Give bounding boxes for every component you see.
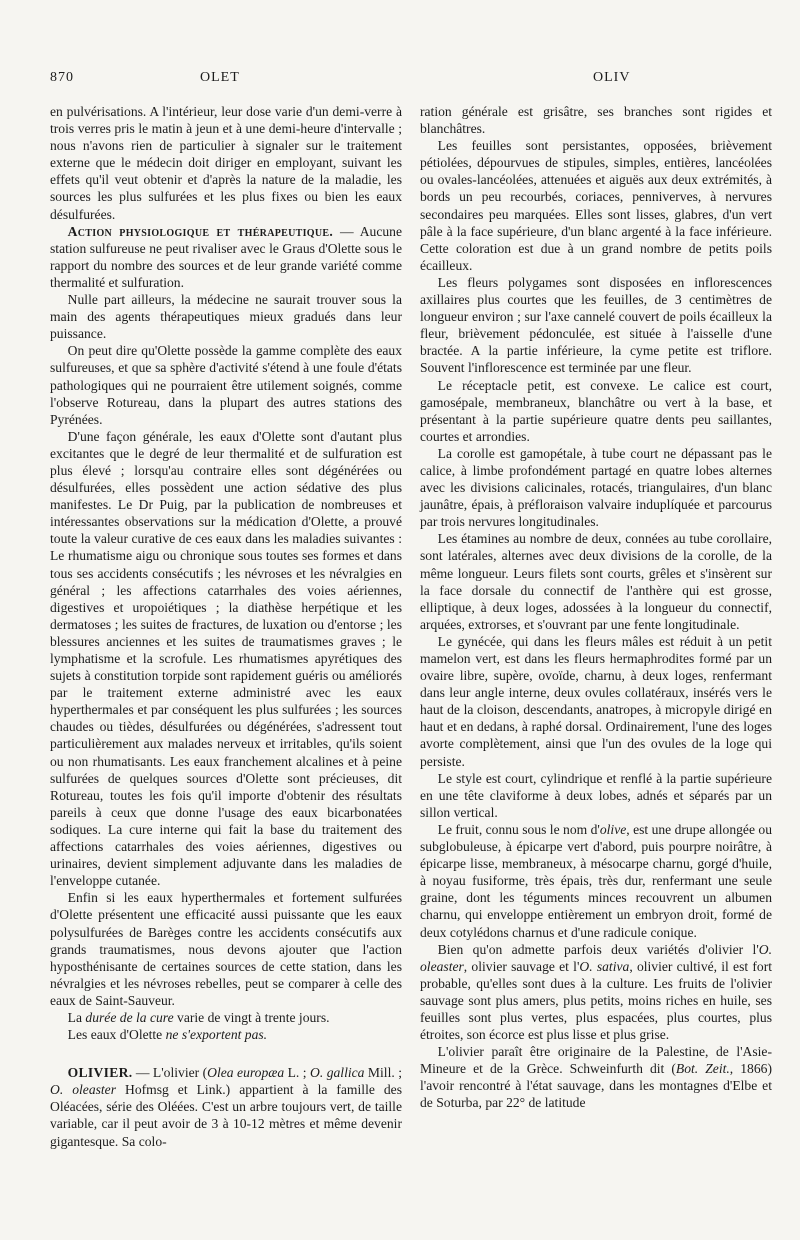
- paragraph: [420, 770, 772, 821]
- text-run: La: [67, 1009, 86, 1025]
- running-head: [0, 70, 800, 90]
- text-run: Les fleurs polygames sont disposées en inflorescences axillaires plus courtes que les feuilles, de 3 centimètres de longueur environ ; sur l'axe cannelé couvert de poils écailleux la fleur, brièvement pédonculée, est située à l'aisselle d'une bractée. A la partie inférieure, la cyme petite est triflore. Souvent l'inflorescence est terminée par une fleur.: [420, 274, 772, 376]
- page-number: 870: [50, 70, 74, 85]
- text-run: ration générale est grisâtre, ses branches sont rigides et blanchâtres.: [420, 104, 772, 137]
- running-head-right: OLIV: [593, 70, 631, 85]
- text-run: Les étamines au nombre de deux, connées au tube corollaire, sont latérales, alternes avec deux divisions de la corolle, de la même longueur. Leurs filets sont courts, grêles et s'insèrent sur la face dorsale du connectif de l'anthère qui est grosse, elliptique, à deux loges, adossées à la longueur du connectif, arquées, extrorses, et s'ouvrant par une fente longitudinale.: [420, 531, 772, 632]
- paragraph: [420, 274, 772, 377]
- paragraph: [50, 1009, 402, 1026]
- text-run: — Aucune station sulfureuse ne peut rivaliser avec le Graus d'Olette sous le rapport du nombre des sources et de leur grande variété comme thermalité et sulfuration.: [50, 223, 402, 290]
- text-run: Le style est court, cylindrique et renflé à la partie supérieure en une tête claviforme à deux lobes, adnés et séparés par un sillon vertical.: [420, 770, 772, 820]
- text-run: Bien qu'on admette parfois deux variétés d'olivier l': [437, 941, 759, 957]
- text-run: L'olivier paraît être originaire de la Palestine, de l'Asie-Mineure et de la Grèce. Schweinfurth dit (: [420, 1044, 772, 1077]
- paragraph: [420, 137, 772, 274]
- text-run: Mill. ;: [364, 1065, 402, 1081]
- text-run: L. ;: [284, 1065, 311, 1081]
- italic-text: Olea europæa: [207, 1065, 285, 1081]
- text-run: , olivier sauvage et l': [463, 958, 580, 974]
- text-run: , est une drupe allongée ou subglobuleuse, à épicarpe vert d'abord, puis pourpre noirâtre, à épicarpe lisse, membraneux, à mésocarpe charnu, gorgé d'huile, à noyau fusiforme, très épais, très dur, renfermant une seule graine, dont les téguments minces recouvrent un albumen charnu, qui enveloppe entièrement un embryon droit, formé de deux cotylédons charnus et d'une radicule conique.: [420, 821, 772, 940]
- section-heading: Action physiologique et thérapeutique.: [67, 223, 334, 239]
- paragraph: [50, 1026, 402, 1043]
- italic-text: olive: [599, 821, 627, 837]
- text-run: Hofmsg et Link.) appartient à la famille des Oléacées, série des Oléées. C'est un arbre toujours vert, de taille variable, car il peut avoir de 3 à 10-12 mètres et même devenir gigantesque. Sa colo-: [50, 1082, 402, 1149]
- left-column: [50, 103, 402, 1150]
- text-run: en pulvérisations. A l'intérieur, leur dose varie d'un demi-verre à trois verres pris le matin à jeun et à une demi-heure d'intervalle ; nous n'avons rien de particulier à signaler sur le traitement externe que le médecin doit diriger en employant, suivant les effets qu'il veut obtenir et d'après la nature de la maladie, les sources les plus sulfurées et les plus fixes ou bien les eaux désulfurées.: [50, 104, 402, 222]
- paragraph: [420, 1043, 772, 1111]
- paragraph: [50, 1064, 402, 1149]
- text-run: — L'olivier (: [132, 1065, 208, 1081]
- text-run: Les feuilles sont persistantes, opposées, brièvement pétiolées, dépourvues de stipules, simples, entières, lancéolées ou ovales-lancéolées, attenuées et aiguës aux deux extrémités, à bords un peu recourbés, coriaces, penniverves, à nervures secondaires peu marquées. Elles sont lisses, glabres, d'un vert pâle à la face supérieure, d'un blanc argenté à la face inférieure. Cette coloration est due à un grand nombre de petits poils écailleux.: [420, 138, 772, 273]
- paragraph: [50, 223, 402, 291]
- text-run: Le réceptacle petit, est convexe. Le calice est court, gamosépale, membraneux, blanchâtre ou vert à la base, et présentant à la partie supérieure quatre dents peu saillantes, courtes et arrondies.: [420, 377, 772, 444]
- italic-text: Bot. Zeit.: [675, 1061, 730, 1077]
- italic-text: O. gallica: [310, 1065, 365, 1081]
- text-run: D'une façon générale, les eaux d'Olette sont d'autant plus excitantes que le degré de leur thermalité et de sulfuration est plus élevé ; lorsqu'au contraire elles sont dégénérées ou désulfurées, elles possèdent une action sédative des plus manifestes. Le Dr Puig, par la publication de nombreuses et intéressantes observations sur la médication d'Olette, a prouvé toute la valeur curative de ces eaux dans les maladies suivantes : Le rhumatisme aigu ou chronique sous toutes ses formes et dans tous ses accidents consécutifs ; les névroses et les névralgies en général ; les affections catarrhales des voies aériennes, digestives et uropoiétiques ; la diathèse herpétique et les dermatoses ; les suites de fractures, de luxation ou d'entorse ; les blessures anciennes et les suites de traumatismes graves ; le lymphatisme et la scrofule. Les rhumatismes apyrétiques des sujets à constitution torpide sont rapidement guéris ou améliorés par le traitement externe administré avec les eaux hyperthermales et par conséquent les plus sulfurées ; les sources chaudes ou tièdes, désulfurées ou dégénérées, s'adressent tout particulièrement aux malades nerveux et irritables, qu'ils soient ou non rhumatisants. Les eaux franchement alcalines et à peine sulfurées de quelques sources d'Olette sont précieuses, dit Rotureau, toutes les fois qu'il importe d'obtenir des résultats pareils à ceux que donne l'usage des eaux bicarbonatées sodiques. La cure interne qui fait la base du traitement des affections catarrhales des voies aériennes, digestives ou urinaires, devient simplement adjuvante dans les maladies de l'enveloppe cutanée.: [50, 428, 402, 889]
- text-run: , olivier cultivé, il est fort probable, qu'elles sont dues à la culture. Les fruits de l'olivier sauvage sont plus amers, plus petits, moins riches en huile, ses feuilles sont plus vertes, plus espacées, plus courtes, plus étroites, son écorce est plus lisse et plus grise.: [420, 958, 773, 1043]
- paragraph: [50, 103, 402, 223]
- italic-text: ne s'exportent pas.: [165, 1027, 268, 1043]
- italic-text: durée de la cure: [85, 1009, 174, 1025]
- paragraph: [420, 941, 772, 1044]
- text-run: On peut dire qu'Olette possède la gamme complète des eaux sulfureuses, et que sa sphère d'activité s'étend à une foule d'états pathologiques qui ne pourraient être utilement soignés, comme l'observe Rotureau, dans la plupart des autres stations des Pyrénées.: [50, 343, 402, 427]
- paragraph: [50, 428, 402, 890]
- paragraph: [420, 633, 772, 770]
- paragraph: [420, 530, 772, 633]
- paragraph: [420, 377, 772, 445]
- paragraph: [420, 103, 772, 137]
- paragraph: [50, 342, 402, 427]
- paragraph: [420, 445, 772, 530]
- paragraph: [50, 889, 402, 1009]
- text-run: La corolle est gamopétale, à tube court ne dépassant pas le calice, à limbe profondément partagé en quatre lobes alternes avec les divisions calicinales, rotacés, triangulaires, d'un blanc jaunâtre, épais, à préfloraison valvaire induplíquée et parcourus par trois nervures longitudinales.: [420, 445, 772, 530]
- text-run: Le fruit, connu sous le nom d': [437, 821, 600, 837]
- text-run: Les eaux d'Olette: [67, 1027, 166, 1043]
- text-run: Le gynécée, qui dans les fleurs mâles est réduit à un petit mamelon vert, est dans les fleurs hermaphrodites formé par un ovaire libre, supère, ovoïde, charnu, à deux loges, renfermant dans leur angle interne, deux ovules collatéraux, insérés vers le haut de la cloison, descendants, anatropes, à micropyle dirigé en haut et en dedans, à raphé dorsal. Ordinairement, l'une des loges avorte complètement, ainsi que l'un des ovules de la loge qui persiste.: [420, 633, 772, 769]
- italic-text: O. oleaster: [420, 941, 772, 974]
- text-run: varie de vingt à trente jours.: [173, 1009, 330, 1025]
- paragraph: [420, 821, 772, 941]
- italic-text: O. oleaster: [50, 1082, 117, 1098]
- section-heading: OLIVIER.: [67, 1065, 133, 1081]
- paragraph: [50, 291, 402, 342]
- text-run: , 1866) l'avoir rencontré à l'état sauvage, dans les montagnes d'Elbe et de Soturba, par 22° de latitude: [420, 1061, 772, 1111]
- text-run: Enfin si les eaux hyperthermales et fortement sulfurées d'Olette présentent une efficacité aussi puissante que les eaux polysulfurées de Barèges contre les accidents consécutifs aux grands traumatismes, nous devons ajouter que l'action hyposthénisante de certaines sources de cette station, dans les névralgies et les névroses rebelles, peut se comparer à celle des eaux de Saint-Sauveur.: [50, 890, 402, 1008]
- running-head-left: OLET: [200, 70, 240, 85]
- italic-text: O. sativa: [579, 958, 630, 974]
- right-column: [420, 103, 772, 1112]
- text-run: Nulle part ailleurs, la médecine ne saurait trouver sous la main des agents thérapeutiques mieux gradués dans leur puissance.: [50, 292, 402, 342]
